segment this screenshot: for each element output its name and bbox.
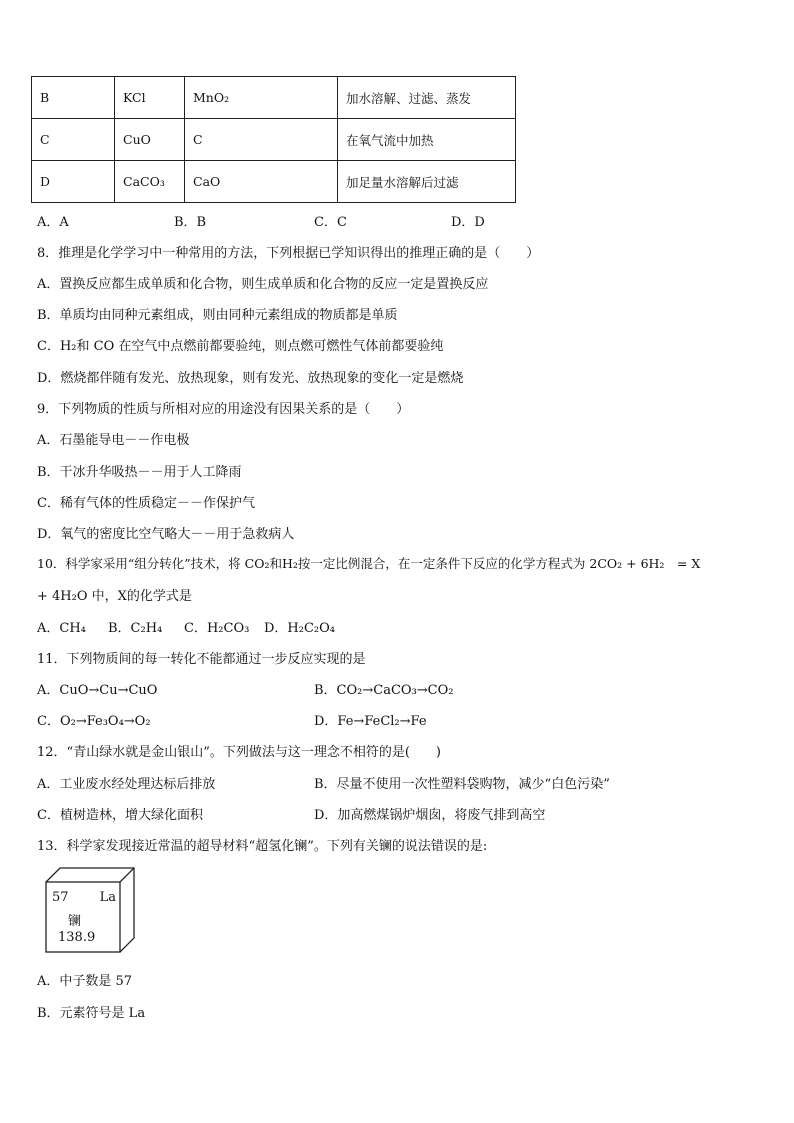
table-cell: 在氧气流中加热 — [338, 119, 516, 161]
table-row — [32, 77, 516, 119]
table-cell: CaCO₃ — [115, 161, 185, 203]
q10-option-b: B．C₂H₄ — [108, 621, 163, 636]
q11-option-b: B．CO₂→CaCO₃→CO₂ — [314, 683, 454, 698]
q13-stem: 13．科学家发现接近常温的超导材料“超氢化镧”。下列有关镧的说法错误的是: — [37, 839, 488, 854]
q7-option-c: C．C — [314, 215, 347, 230]
table-cell: CuO — [115, 119, 185, 161]
q13-option-b: B．元素符号是 La — [37, 1006, 146, 1021]
q9-stem: 9．下列物质的性质与所相对应的用途没有因果关系的是（ ） — [37, 402, 410, 417]
q12-stem: 12．“青山绿水就是金山银山”。下列做法与这一理念不相符的是( ) — [37, 745, 441, 760]
element-card-lanthanum — [46, 882, 120, 952]
table-cell: MnO₂ — [185, 77, 338, 119]
q8-option-a: A．置换反应都生成单质和化合物，则生成单质和化合物的反应一定是置换反应 — [37, 277, 489, 292]
q8-option-c: C．H₂和 CO 在空气中点燃前都要验纯，则点燃可燃性气体前都要验纯 — [37, 339, 444, 354]
q7-option-a: A．A — [37, 215, 69, 230]
table-row — [32, 119, 516, 161]
q9-option-b: B．干冰升华吸热－－用于人工降雨 — [37, 465, 242, 480]
q8-option-d: D．燃烧都伴随有发光、放热现象，则有发光、放热现象的变化一定是燃烧 — [37, 371, 464, 386]
atomic-number: 57 — [52, 890, 69, 905]
q10-option-c: C．H₂CO₃ — [184, 621, 250, 636]
table-cell: D — [32, 161, 115, 203]
q11-option-c: C．O₂→Fe₃O₄→O₂ — [37, 714, 151, 729]
q11-option-d: D．Fe→FeCl₂→Fe — [314, 714, 427, 729]
table-cell: C — [185, 119, 338, 161]
separation-table — [31, 76, 516, 203]
element-symbol: La — [99, 890, 116, 905]
table-row — [32, 161, 516, 203]
atomic-mass: 138.9 — [58, 930, 96, 945]
q7-option-d: D．D — [451, 215, 485, 230]
table-cell: C — [32, 119, 115, 161]
table-cell: CaO — [185, 161, 338, 203]
table-cell: 加水溶解、过滤、蒸发 — [338, 77, 516, 119]
q12-option-b: B．尽量不使用一次性塑料袋购物，减少“白色污染” — [314, 777, 610, 792]
q12-option-c: C．植树造林，增大绿化面积 — [37, 808, 203, 823]
q12-option-a: A．工业废水经处理达标后排放 — [37, 777, 216, 792]
q12-option-d: D．加高燃煤锅炉烟囱，将废气排到高空 — [314, 808, 546, 823]
q11-stem: 11．下列物质间的每一转化不能都通过一步反应实现的是 — [37, 652, 366, 667]
q10-option-a: A．CH₄ — [37, 621, 86, 636]
q9-option-a: A．石墨能导电－－作电极 — [37, 433, 190, 448]
q7-option-b: B．B — [174, 215, 207, 230]
element-name: 镧 — [68, 914, 82, 929]
q10-stem-line1: 10．科学家采用“组分转化”技术，将 CO₂和H₂按一定比例混合，在一定条件下反应的化学方程式为 2CO₂ + 6H₂ = X — [37, 556, 701, 571]
table-cell: 加足量水溶解后过滤 — [338, 161, 516, 203]
q9-option-d: D．氧气的密度比空气略大－－用于急救病人 — [37, 527, 295, 542]
q10-option-d: D．H₂C₂O₄ — [264, 621, 335, 636]
q8-stem: 8．推理是化学学习中一种常用的方法，下列根据已学知识得出的推理正确的是（ ） — [37, 246, 540, 261]
q8-option-b: B．单质均由同种元素组成，则由同种元素组成的物质都是单质 — [37, 308, 398, 323]
table-cell: B — [32, 77, 115, 119]
q13-option-a: A．中子数是 57 — [37, 974, 133, 989]
q9-option-c: C．稀有气体的性质稳定－－作保护气 — [37, 496, 255, 511]
q10-stem-line2: + 4H₂O 中，X的化学式是 — [37, 589, 192, 604]
table-cell: KCl — [115, 77, 185, 119]
q11-option-a: A．CuO→Cu→CuO — [37, 683, 158, 698]
